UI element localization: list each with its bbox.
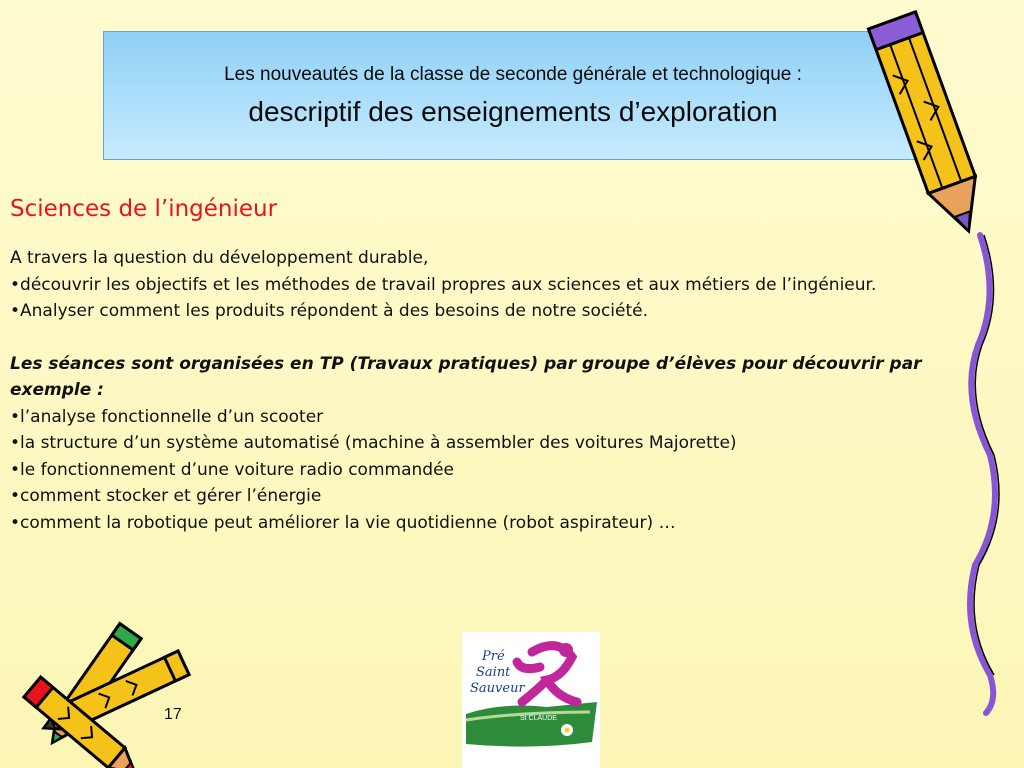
title-line-1: Les nouveautés de la classe de seconde générale et technologique : [224, 64, 802, 85]
squiggle-line [960, 235, 1010, 715]
intro-line: A travers la question du développement durable, [10, 248, 429, 268]
intro-bullet: •découvrir les objectifs et les méthodes de travail propres aux sciences et aux métiers de l’ingénieur. [10, 274, 877, 295]
example-bullet: •le fonctionnement d’une voiture radio commandée [10, 459, 454, 480]
logo-image [462, 632, 600, 768]
logo-text-3: Sauveur [470, 681, 525, 696]
logo-text-1: Pré [482, 649, 505, 664]
intro-bullet: •Analyser comment les produits répondent à des besoins de notre société. [10, 301, 648, 321]
example-bullet: •comment la robotique peut améliorer la vie quotidienne (robot aspirateur) … [10, 512, 676, 533]
pencil-icon [860, 4, 1010, 244]
logo-text-2: Saint [476, 665, 511, 680]
title-box [103, 31, 923, 160]
section-heading: Sciences de l’ingénieur [10, 196, 278, 222]
crayons-icon [0, 620, 210, 768]
body-text [10, 245, 975, 536]
logo-place-text: St CLAUDE [520, 715, 557, 722]
title-line-2: descriptif des enseignements d’exploration [248, 96, 778, 127]
school-logo [462, 632, 600, 768]
example-bullet: •comment stocker et gérer l’énergie [10, 486, 322, 506]
example-bullet: •la structure d’un système automatisé (machine à assembler des voitures Majorette) [10, 433, 737, 453]
page-number: 17 [164, 706, 182, 723]
sessions-intro: Les séances sont organisées en TP (Travaux pratiques) par groupe d’élèves pour découvrir par exemple : [10, 353, 922, 400]
example-bullet: •l’analyse fonctionnelle d’un scooter [10, 406, 324, 427]
